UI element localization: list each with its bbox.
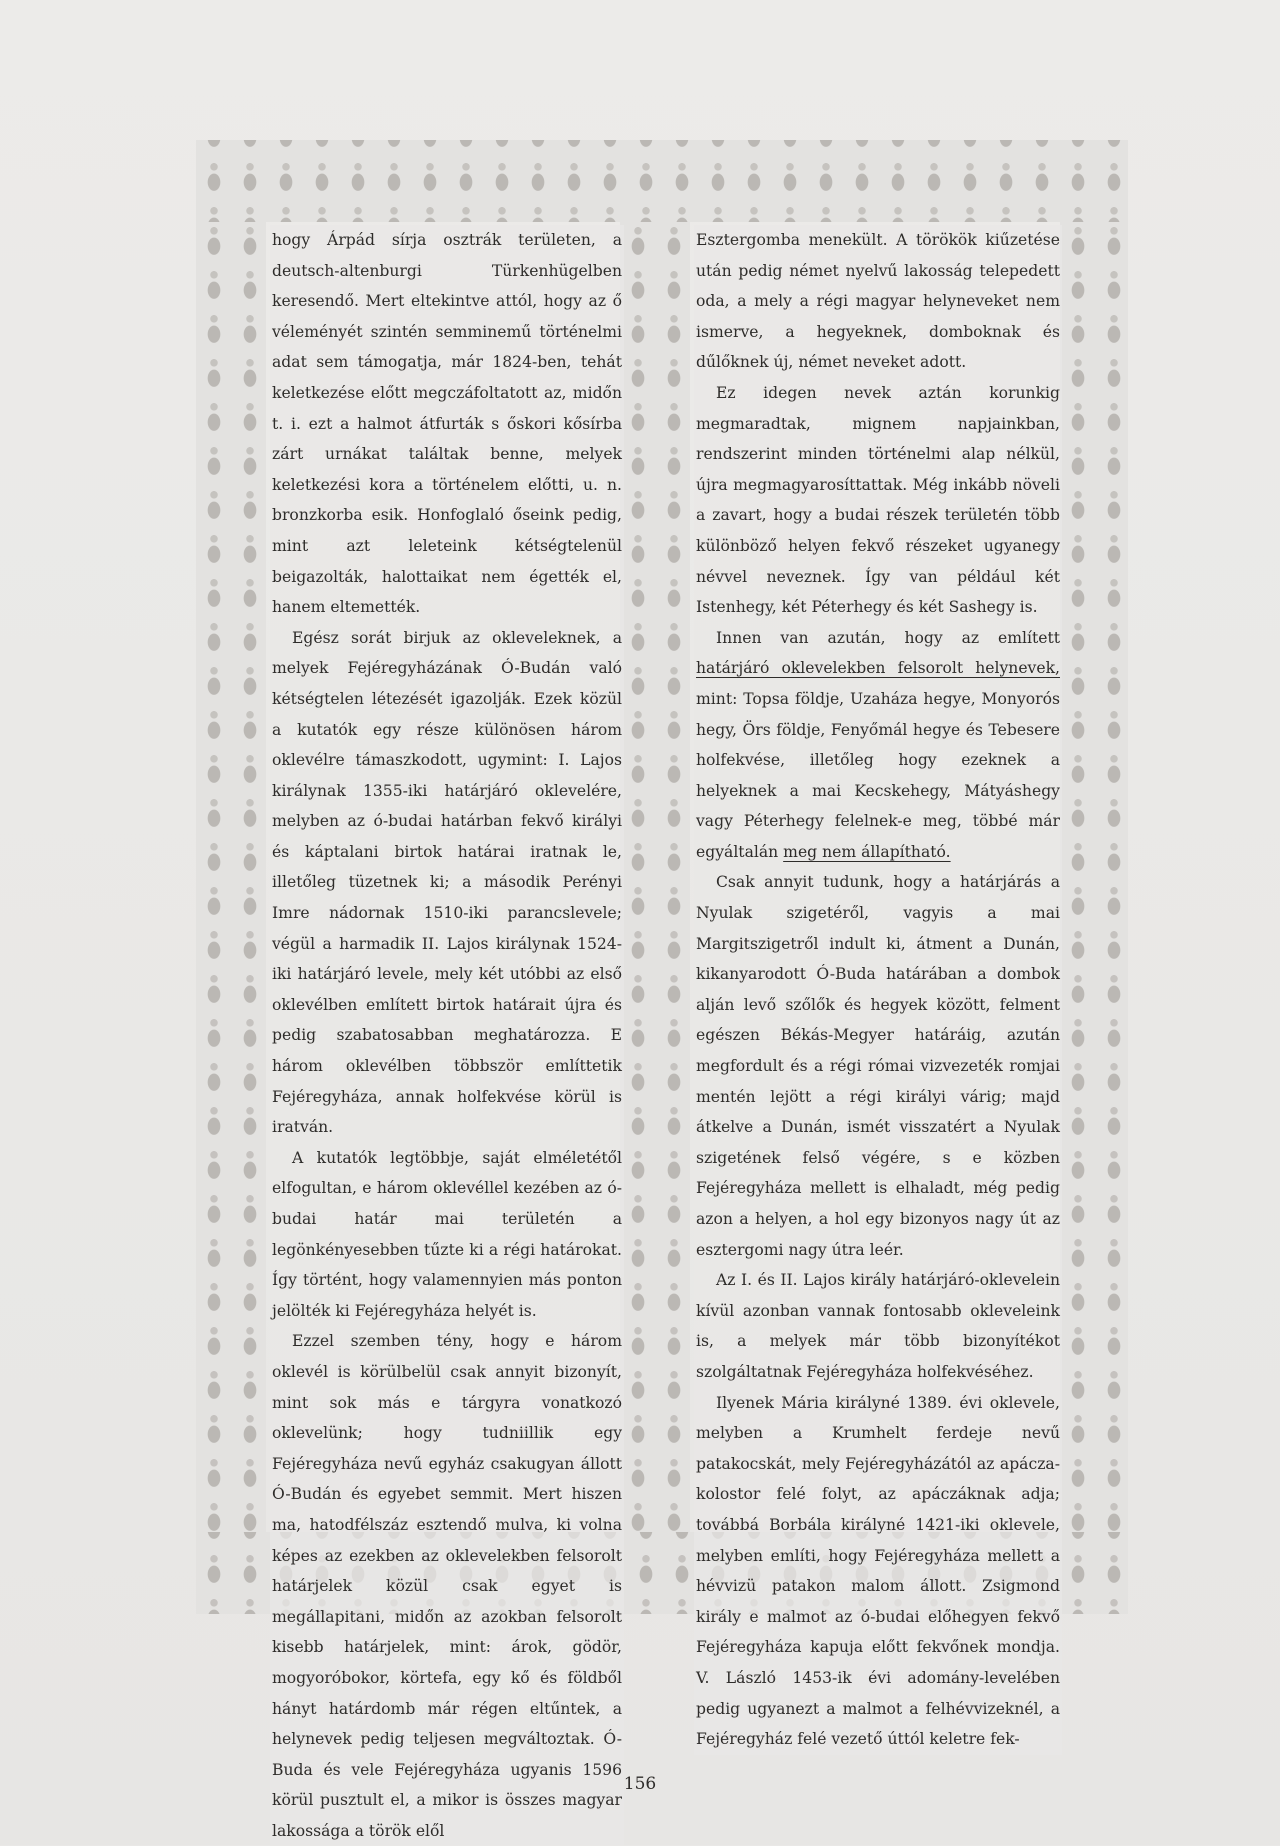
ornamental-border-top [196, 140, 1128, 222]
text-column-left [270, 225, 624, 1846]
underlined-text: határjáró oklevelekben felsorolt helynevek, [696, 659, 1060, 678]
text-run: Innen van azután, hogy az említett [716, 628, 1060, 647]
paragraph: Ez idegen nevek aztán korunkig megmaradtak, mignem napjainkban, rendszerint minden történelmi alap nélkül, újra megmagyarosíttattak. Még inkább növeli a zavart, hogy a budai részek területén több különböző helyen fekvő részeket ugyanegy névvel neveznek. Így van például két Istenhegy, két Péterhegy és két Sashegy is. [696, 383, 1060, 617]
paragraph: hogy Árpád sírja osztrák területen, a deutsch-altenburgi Türkenhügelben keresendő. Mert eltekintve attól, hogy az ő véleményét szintén semminemű történelmi adat sem támogatja, már 1824-ben, tehát keletkezése előtt megczáfoltatott az, midőn t. i. ezt a halmot átfurták s őskori kősírba zárt urnákat találtak benne, melyek keletkezési kora a történelem előtti, u. n. bronzkorba esik. Honfoglaló őseink pedig, mint azt leleteink kétségtelenül beigazolták, halottaikat nem égették el, hanem eltemették. [272, 231, 622, 617]
paragraph: Ezzel szemben tény, hogy e három oklevél is körülbelül csak annyit bizonyít, mint sok más e tárgyra vonatkozó oklevelünk; hogy tudniillik egy Fejéregyháza nevű egyház csakugyan állott Ó-Budán és egyebet semmit. Mert hiszen ma, hatodfélszáz esztendő mulva, ki volna képes az ezekben az oklevelekben felsorolt határjelek közül csak egyet is megállapitani, midőn az azokban felsorolt kisebb határjelek, mint: árok, gödör, mogyoróbokor, körtefa, egy kő és földből hányt határdomb már régen eltűntek, a helynevek pedig teljesen megváltoztak. Ó-Buda és vele Fejéregyháza ugyanis 1596 körül pusztult el, a mikor is összes magyar lakossága a török elől [272, 1332, 622, 1840]
paragraph [696, 623, 1060, 868]
text-column-right [694, 225, 1062, 1755]
ornamental-border-right [1060, 222, 1128, 1532]
ornamental-border-center [620, 222, 690, 1532]
underlined-text: meg nem állapítható. [783, 842, 951, 861]
paragraph: Egész sorát birjuk az okleveleknek, a melyek Fejéregyházának Ó-Budán való kétségtelen létezését igazolják. Ezek közül a kutatók egy része különösen három oklevélre támaszkodott, ugymint: I. Lajos királynak 1355-iki határjáró oklevelére, melyben az ó-budai határban fekvő királyi és káptalani birtok határai iratnak le, illetőleg tüzetnek ki; a második Perényi Imre nádornak 1510-iki parancslevele; végül a harmadik II. Lajos királynak 1524-iki határjáró levele, mely két utóbbi az első oklevélben említett birtok határait újra és pedig szabatosabban meghatározza. E három oklevélben többször említtetik Fejéregyháza, annak holfekvése körül is iratván. [272, 628, 622, 1137]
paragraph: Ilyenek Mária királyné 1389. évi oklevele, melyben a Krumhelt ferdeje nevű patakocskát, mely Fejéregyházától az apácza-kolostor felé folyt, az apáczáknak adja; továbbá Borbála királyné 1421-iki oklevele, melyben említi, hogy Fejéregyháza mellett a hévvizü patakon malom állott. Zsigmond király e malmot az ó-budai előhegyen fekvő Fejéregyháza kapuja előtt fekvőnek mondja. V. László 1453-ik évi adomány-levelében pedig ugyanezt a malmot a felhévvizeknél, a Fejéregyház felé vezető úttól keletre fek- [696, 1393, 1060, 1749]
text-run: mint: Topsa földje, Uzaháza hegye, Monyorós hegy, Örs földje, Fenyőmál hegye és Tebesere holfekvése, illetőleg hogy ezeknek a helyeknek a mai Kecskehegy, Mátyáshegy vagy Péterhegy felelnek-e meg, többé már egyáltalán [696, 689, 1060, 861]
paragraph: Esztergomba menekült. A törökök kiűzetése után pedig német nyelvű lakosság telepedett oda, a mely a régi magyar helyneveket nem ismerve, a hegyeknek, domboknak és dűlőknek új, német neveket adott. [696, 231, 1060, 372]
page-number: 156 [623, 1774, 657, 1794]
ornamental-border-left [196, 222, 266, 1532]
paragraph: A kutatók legtöbbje, saját elméletétől elfogultan, e három oklevéllel kezében az ó-budai határ mai területén a legönkényesebben tűzte ki a régi határokat. Így történt, hogy valamennyien más ponton jelölték ki Fejéregyháza helyét is. [272, 1148, 622, 1320]
paragraph: Az I. és II. Lajos király határjáró-oklevelein kívül azonban vannak fontosabb okleveleink is, a melyek már több bizonyítékot szolgáltatnak Fejéregyháza holfekvéséhez. [696, 1271, 1060, 1381]
paragraph: Csak annyit tudunk, hogy a határjárás a Nyulak szigetéről, vagyis a mai Margitszigetről indult ki, átment a Dunán, kikanyarodott Ó-Buda határában a dombok alján levő szőlők és hegyek között, felment egészen Békás-Megyer határáig, azután megfordult és a régi római vizvezeték romjai mentén lejött a régi királyi várig; majd átkelve a Dunán, ismét visszatért a Nyulak szigetének felső végére, s e közben Fejéregyháza mellett is elhaladt, még pedig azon a helyen, a hol egy bizonyos nagy út az esztergomi nagy útra leér. [696, 873, 1060, 1259]
